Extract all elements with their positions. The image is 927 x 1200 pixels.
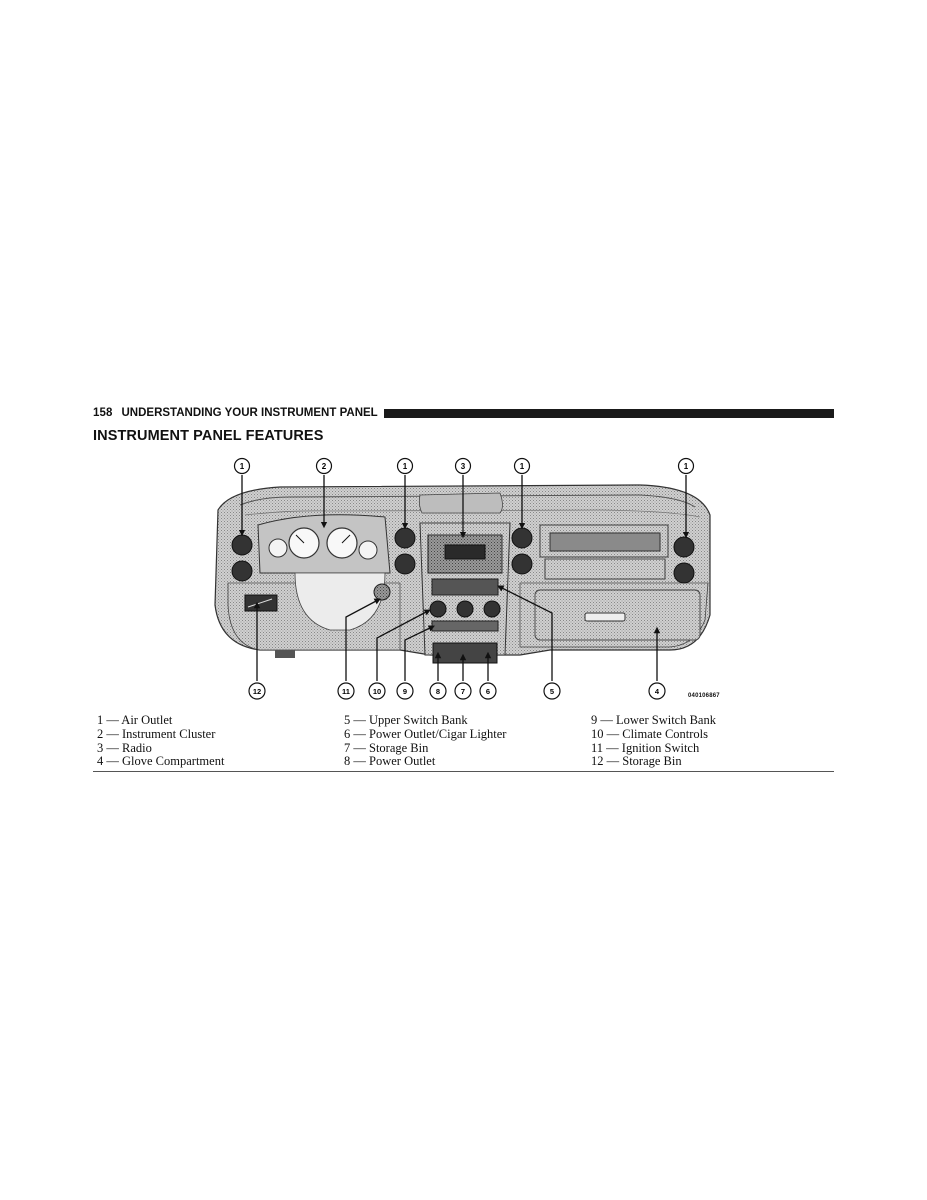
legend-item: 7 — Storage Bin <box>344 740 429 755</box>
legend-item: 6 — Power Outlet/Cigar Lighter <box>344 726 507 741</box>
callout-12 <box>249 683 265 699</box>
legend-bottom-rule <box>93 771 834 772</box>
air-outlet <box>674 563 694 583</box>
callout-5 <box>544 683 560 699</box>
air-outlet <box>512 528 532 548</box>
glove-latch <box>585 613 625 621</box>
upper-switch-bank <box>432 579 498 595</box>
legend-item: 11 — Ignition Switch <box>591 740 700 755</box>
figure-id: 040106867 <box>688 693 720 699</box>
climate-knob <box>484 601 500 617</box>
svg-text:6: 6 <box>485 687 491 696</box>
gauge-left <box>269 539 287 557</box>
passenger-trim-lower <box>545 559 665 579</box>
svg-text:3: 3 <box>460 462 466 471</box>
center-stack <box>420 523 510 663</box>
page-number: 158 <box>93 407 113 419</box>
callout-2 <box>317 459 332 474</box>
svg-text:8: 8 <box>435 687 441 696</box>
svg-text:5: 5 <box>549 687 555 696</box>
legend-column-2 <box>344 714 506 769</box>
svg-text:12: 12 <box>252 687 262 696</box>
legend-item: 2 — Instrument Cluster <box>97 726 216 741</box>
legend-item: 9 — Lower Switch Bank <box>591 713 716 727</box>
lower-switch-bank <box>432 621 498 631</box>
section-title: UNDERSTANDING YOUR INSTRUMENT PANEL <box>121 407 378 419</box>
air-outlet <box>232 561 252 581</box>
legend-item: 5 — Upper Switch Bank <box>344 713 468 727</box>
legend-column-3 <box>591 714 716 769</box>
legend-item: 1 — Air Outlet <box>97 713 173 727</box>
callout-1 <box>679 459 694 474</box>
callouts-top <box>235 459 694 474</box>
callout-1 <box>235 459 250 474</box>
header-rule-bar <box>384 409 834 418</box>
page-title: INSTRUMENT PANEL FEATURES <box>93 428 324 444</box>
svg-text:1: 1 <box>683 462 689 471</box>
climate-knob <box>430 601 446 617</box>
ignition-switch <box>374 584 390 600</box>
air-outlet <box>395 528 415 548</box>
callout-3 <box>456 459 471 474</box>
svg-text:11: 11 <box>342 687 350 696</box>
air-outlet <box>674 537 694 557</box>
svg-text:2: 2 <box>321 462 327 471</box>
legend-item: 8 — Power Outlet <box>344 754 436 769</box>
svg-text:9: 9 <box>402 687 408 696</box>
callout-8 <box>430 683 446 699</box>
climate-knob <box>457 601 473 617</box>
callout-9 <box>397 683 413 699</box>
legend-item: 10 — Climate Controls <box>591 726 709 741</box>
callout-11 <box>338 683 354 699</box>
running-header <box>93 405 834 421</box>
air-outlet <box>395 554 415 574</box>
legend-item: 4 — Glove Compartment <box>97 754 225 769</box>
svg-text:7: 7 <box>460 687 466 696</box>
callout-10 <box>369 683 385 699</box>
legend-item: 3 — Radio <box>97 740 152 755</box>
instrument-panel-figure <box>200 455 725 710</box>
legend-item: 12 — Storage Bin <box>591 754 682 769</box>
air-outlet <box>512 554 532 574</box>
callout-1 <box>515 459 530 474</box>
callouts-bottom <box>249 683 665 699</box>
svg-text:1: 1 <box>402 462 408 471</box>
legend-column-1 <box>97 714 224 769</box>
air-outlet <box>232 535 252 555</box>
svg-text:4: 4 <box>654 687 660 696</box>
callout-6 <box>480 683 496 699</box>
svg-text:10: 10 <box>372 687 382 696</box>
callout-4 <box>649 683 665 699</box>
gauge-right <box>359 541 377 559</box>
callout-7 <box>455 683 471 699</box>
callout-1 <box>398 459 413 474</box>
svg-text:1: 1 <box>519 462 525 471</box>
svg-text:1: 1 <box>239 462 245 471</box>
